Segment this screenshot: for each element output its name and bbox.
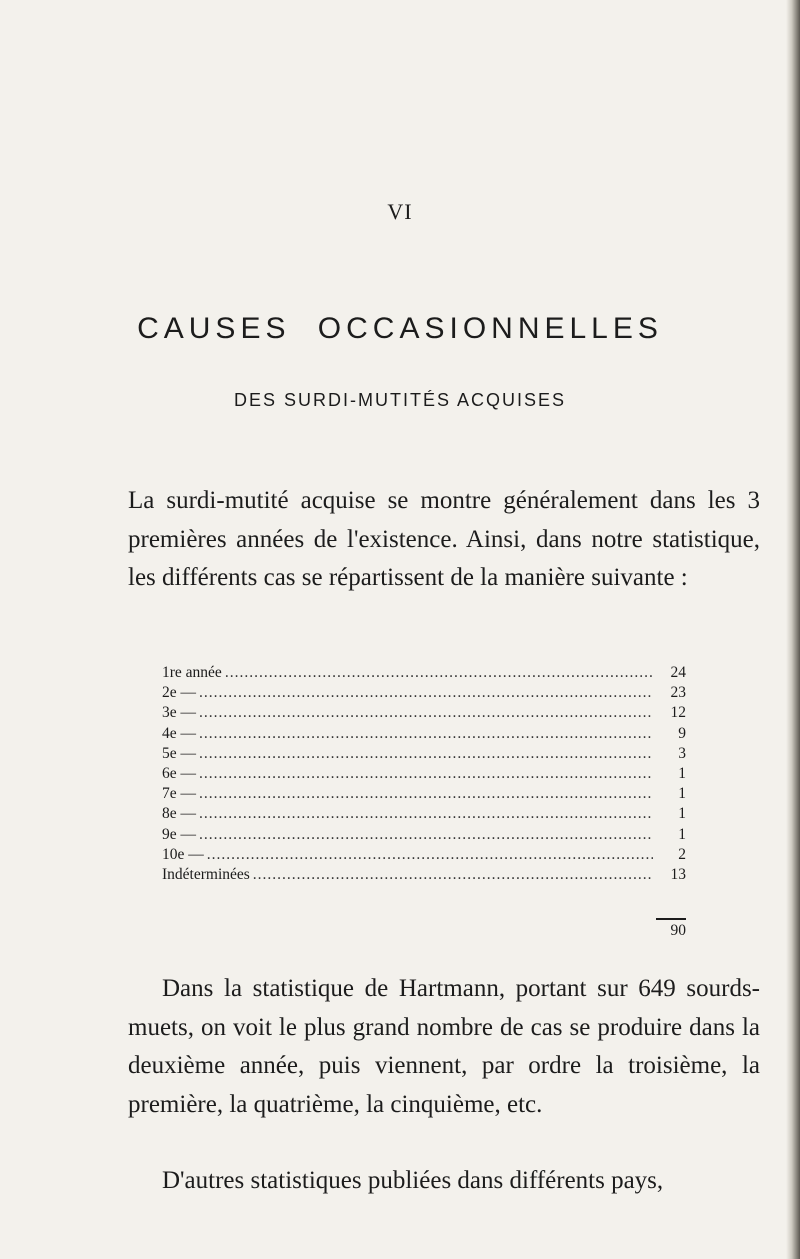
row-label: 8e — (162, 805, 197, 823)
dot-leader (199, 683, 653, 703)
dot-leader (199, 744, 653, 764)
row-value: 2 (678, 845, 686, 863)
row-value: 12 (670, 704, 686, 722)
dot-leader (199, 804, 653, 824)
hartmann-paragraph: Dans la statistique de Hartmann, portant sur 649 sourds-muets, on voit le plus grand nombre de cas se produire dans la deuxième année, puis viennent, par ordre la troisième, la première, la quatrième, la cinquième, etc. (128, 975, 760, 1118)
row-label: 4e — (162, 724, 197, 742)
dot-leader (199, 703, 653, 723)
dot-leader (199, 724, 653, 744)
row-label: 3e — (162, 704, 197, 722)
statistics-table (162, 663, 686, 885)
row-value: 13 (670, 865, 686, 883)
chapter-subtitle: DES SURDI-MUTITÉS ACQUISES (233, 390, 567, 410)
table-row (162, 764, 686, 784)
table-row (162, 683, 686, 703)
table-row (162, 784, 686, 804)
row-label: 9e — (162, 825, 197, 843)
dot-leader (199, 825, 653, 845)
chapter-title: CAUSES OCCASIONNELLES (137, 312, 663, 345)
row-value: 1 (678, 785, 686, 803)
table-row (162, 845, 686, 865)
dot-leader (225, 663, 653, 683)
table-row (162, 663, 686, 683)
table-row (162, 744, 686, 764)
dot-leader (207, 845, 653, 865)
row-label: 5e — (162, 744, 197, 762)
row-label: 2e — (162, 684, 197, 702)
table-row (162, 703, 686, 723)
row-value: 1 (678, 805, 686, 823)
dot-leader (253, 865, 653, 885)
dot-leader (199, 764, 653, 784)
table-row (162, 804, 686, 824)
other-statistics-paragraph: D'autres statistiques publiées dans différents pays, (162, 1167, 664, 1194)
table-row (162, 865, 686, 885)
intro-paragraph: La surdi-mutité acquise se montre généralement dans les 3 premières années de l'existence. Ainsi, dans notre statistique, les différents cas se répartissent de la manière suivante : (128, 487, 760, 591)
table-row (162, 724, 686, 744)
row-value: 1 (678, 764, 686, 782)
page-edge-shadow (786, 0, 800, 1259)
row-value: 9 (678, 724, 686, 742)
row-value: 1 (678, 825, 686, 843)
row-label: 1re année (162, 664, 222, 681)
row-value: 23 (670, 684, 686, 702)
row-label: 7e — (162, 785, 197, 803)
total-value: 90 (670, 922, 686, 939)
table-row (162, 825, 686, 845)
dot-leader (199, 784, 653, 804)
chapter-number: VI (387, 199, 413, 224)
total-rule (656, 918, 686, 920)
row-value: 3 (678, 744, 686, 762)
row-label: 6e — (162, 764, 197, 782)
row-label: 10e — (162, 845, 204, 863)
row-label: Indéterminées (162, 865, 250, 883)
row-value: 24 (670, 664, 686, 681)
